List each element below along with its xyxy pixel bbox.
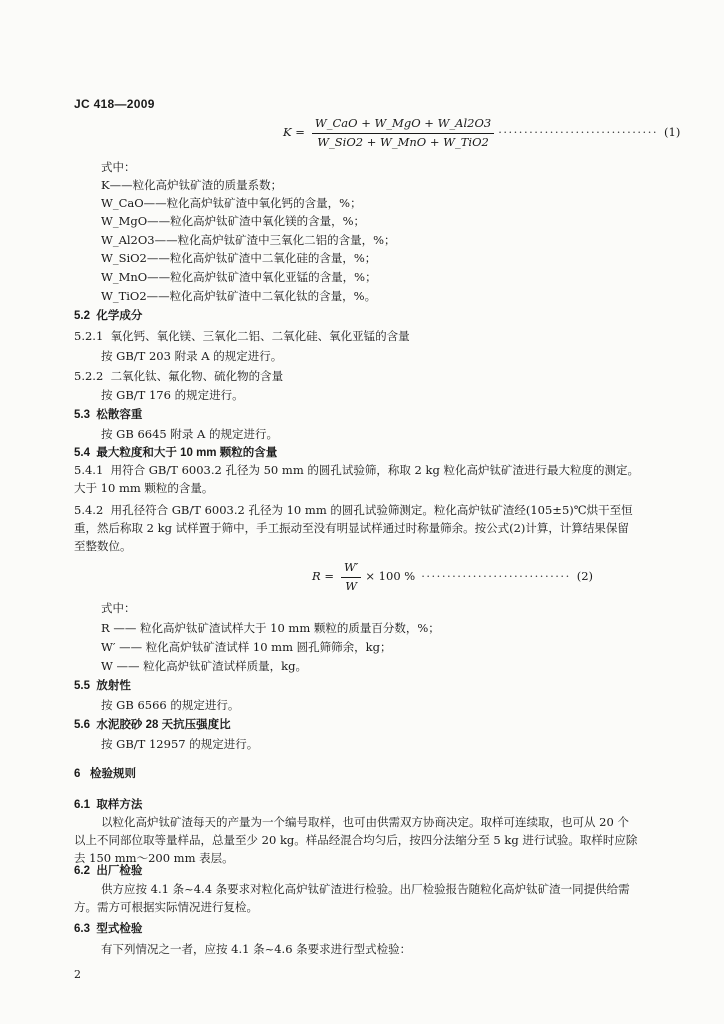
section-6-2-text: 供方应按 4.1 条~4.4 条要求对粒化高炉钛矿渣进行检验。出厂检验报告随粒化高炉钛矿渣一同提供给需方。需方可根据实际情况进行复检。 (74, 882, 630, 914)
formula-2-number: (2) (576, 569, 594, 584)
section-number: 6.1 (74, 799, 90, 811)
section-number: 5.5 (74, 680, 90, 692)
section-title: 最大粒度和大于 10 mm 颗粒的含量 (96, 447, 278, 459)
chapter-number: 6 (74, 768, 81, 780)
section-5-4-1-paragraph (74, 462, 639, 498)
definition-item: W_CaO——粒化高炉钛矿渣中氧化钙的含量，%； (101, 196, 362, 210)
section-5-2-heading (74, 309, 142, 325)
formula-1-fraction (312, 116, 494, 150)
section-number: 6.3 (74, 923, 90, 935)
section-title: 型式检验 (96, 923, 143, 935)
page-number: 2 (74, 968, 81, 981)
section-title: 出厂检验 (96, 865, 143, 877)
section-number: 6.2 (74, 865, 90, 877)
section-number: 5.4.2 (74, 503, 104, 517)
section-number: 5.3 (74, 409, 90, 421)
section-number: 5.2.2 (74, 369, 104, 383)
section-title: 二氧化钛、氟化物、硫化物的含量 (110, 369, 284, 383)
definition-item: R —— 粒化高炉钛矿渣试样大于 10 mm 颗粒的质量百分数，%； (101, 621, 440, 635)
section-number: 5.2 (74, 310, 90, 322)
definition-item: W_SiO2——粒化高炉钛矿渣中二氧化硅的含量，%； (101, 251, 377, 265)
where-label-2: 式中： (101, 601, 136, 615)
definition-item: W′ —— 粒化高炉钛矿渣试样 10 mm 圆孔筛筛余，kg； (101, 640, 392, 654)
section-title: 化学成分 (96, 310, 143, 322)
section-title: 取样方法 (96, 799, 143, 811)
definition-item: W_TiO2——粒化高炉钛矿渣中二氧化钛的含量，%。 (101, 289, 377, 303)
section-number: 5.4.1 (74, 463, 104, 477)
section-5-5-text: 按 GB 6566 的规定进行。 (101, 698, 240, 712)
formula-2-denominator: W (345, 578, 358, 593)
section-6-1-heading (74, 798, 142, 814)
formula-1-number: (1) (664, 125, 681, 140)
formula-1 (283, 116, 680, 150)
section-6-1-text: 以粒化高炉钛矿渣每天的产量为一个编号取样，也可由供需双方协商决定。取样可连续取，也可从 20 个以上不同部位取等量样品，总量至少 20 kg。样品经混合均匀后，按四分法缩分至 5 kg 进行试验。取样时应除去 150 mm～200 mm 表层。 (74, 815, 638, 865)
paragraph-text: 用符合 GB/T 6003.2 孔径为 50 mm 的圆孔试验筛，称取 2 kg 粒化高炉钛矿渣进行最大粒度的测定。大于 10 mm 颗粒的含量。 (74, 463, 639, 495)
definition-item: W —— 粒化高炉钛矿渣试样质量，kg。 (101, 659, 307, 673)
definition-item: W_MnO——粒化高炉钛矿渣中氧化亚锰的含量，%； (101, 270, 377, 284)
formula-1-lhs: K = (283, 125, 305, 140)
section-5-2-1-heading (74, 329, 410, 345)
section-5-6-text: 按 GB/T 12957 的规定进行。 (101, 737, 259, 751)
document-code: JC 418—2009 (74, 97, 155, 111)
section-5-2-2-text: 按 GB/T 176 的规定进行。 (101, 388, 244, 402)
section-5-5-heading (74, 679, 131, 695)
section-5-4-2-paragraph (74, 502, 639, 555)
section-number: 5.4 (74, 447, 90, 459)
section-5-3-heading (74, 408, 142, 424)
section-5-3-text: 按 GB 6645 附录 A 的规定进行。 (101, 427, 278, 441)
section-6-2-heading (74, 864, 142, 880)
section-number: 5.6 (74, 719, 90, 731)
section-5-6-heading (74, 718, 231, 734)
definition-item: W_MgO——粒化高炉钛矿渣中氧化镁的含量，%； (101, 214, 366, 228)
section-5-2-2-heading (74, 369, 283, 385)
chapter-title: 检验规则 (90, 768, 136, 780)
formula-2-leader: ····························· (421, 569, 571, 584)
formula-2-numerator: W′ (341, 560, 361, 578)
section-title: 松散容重 (96, 409, 143, 421)
section-title: 放射性 (96, 680, 131, 692)
section-5-2-1-text: 按 GB/T 203 附录 A 的规定进行。 (101, 349, 283, 363)
formula-2-multiplier: × 100 % (365, 569, 416, 584)
section-number: 5.2.1 (74, 329, 104, 343)
chapter-6-heading (74, 767, 136, 783)
formula-1-numerator: W_CaO + W_MgO + W_Al2O3 (312, 116, 494, 134)
section-6-3-text: 有下列情况之一者，应按 4.1 条~4.6 条要求进行型式检验： (101, 942, 412, 956)
section-title: 水泥胶砂 28 天抗压强度比 (96, 719, 231, 731)
formula-2-fraction (341, 560, 361, 594)
definition-item: K——粒化高炉钛矿渣的质量系数； (101, 178, 283, 192)
formula-1-denominator: W_SiO2 + W_MnO + W_TiO2 (317, 134, 489, 149)
section-title: 氧化钙、氧化镁、三氧化二铝、二氧化硅、氧化亚锰的含量 (110, 329, 410, 343)
formula-1-leader: ······························· (498, 125, 659, 140)
section-5-4-heading (74, 446, 277, 462)
section-6-3-heading (74, 922, 142, 938)
paragraph-text: 用孔径符合 GB/T 6003.2 孔径为 10 mm 的圆孔试验筛测定。粒化高炉钛矿渣经(105±5)℃烘干至恒重，然后称取 2 kg 试样置于筛中，手工振动至没有明显试样通过时称量筛余。按公式(2)计算，计算结果保留至整数位。 (74, 503, 633, 553)
formula-2-lhs: R = (312, 569, 334, 584)
formula-2 (312, 560, 593, 594)
definition-item: W_Al2O3——粒化高炉钛矿渣中三氧化二铝的含量，%； (101, 233, 396, 247)
where-label-1: 式中： (101, 160, 136, 174)
